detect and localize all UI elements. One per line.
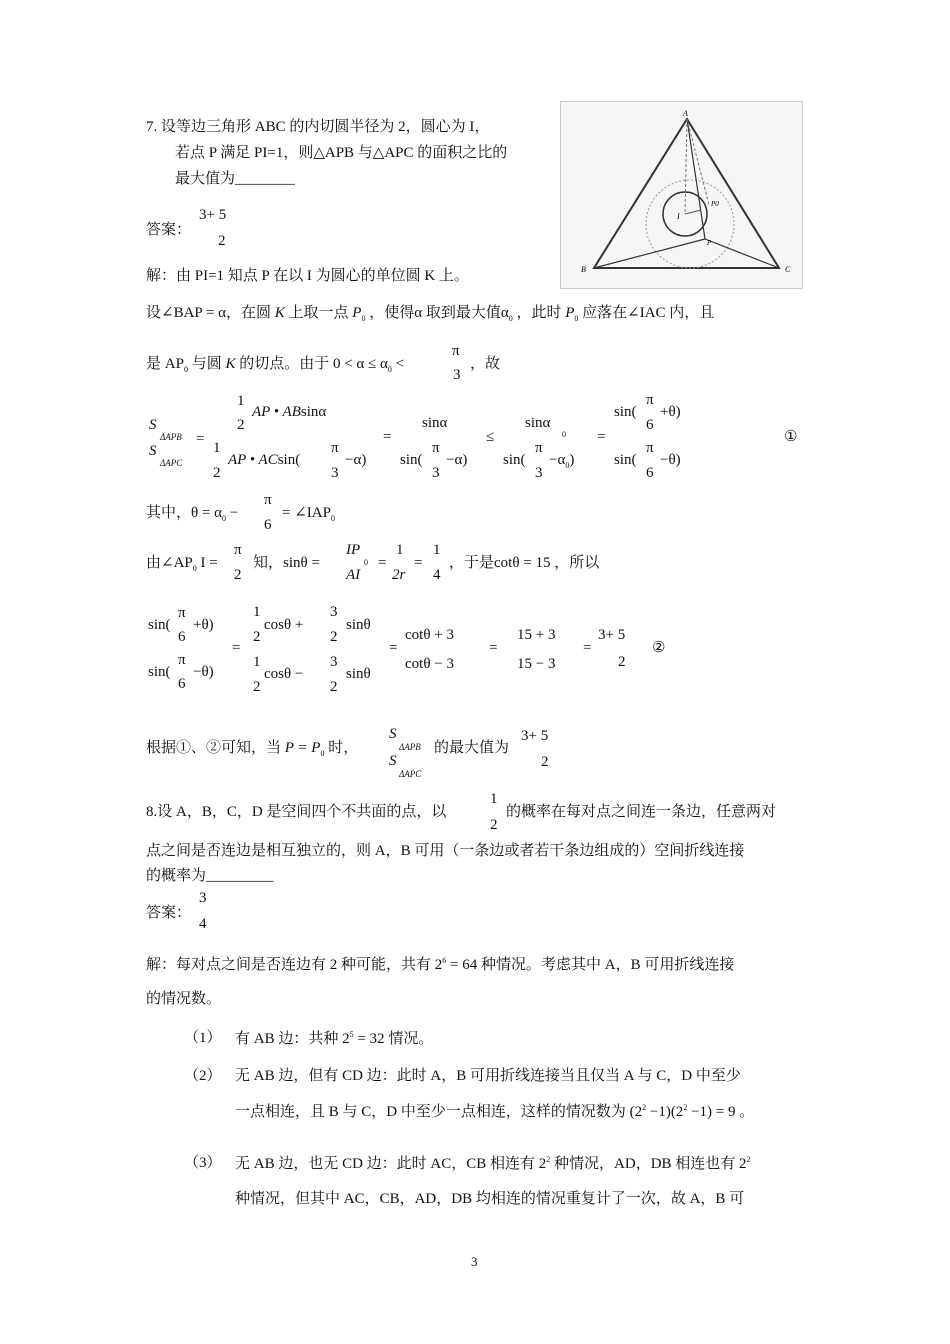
- exponent: 5: [349, 1030, 354, 1039]
- eq2-half-1: 1: [253, 604, 261, 620]
- base: 2: [342, 1031, 350, 1047]
- case3-label: （3）: [184, 1155, 222, 1171]
- eq1-half-top-den: 2: [237, 417, 245, 433]
- q8-half-den: 2: [490, 817, 498, 833]
- theta-six: 6: [264, 517, 272, 533]
- eq2-two-1: 2: [330, 629, 338, 645]
- conclusion-den: 2: [541, 754, 549, 770]
- eq1-s-bottom-sub: ΔAPC: [160, 458, 183, 468]
- text: 种情况，AD，DB 相连也有: [554, 1156, 736, 1172]
- text: 种情况。考虑其中 A，B 可用折线连接: [480, 957, 735, 973]
- sin-line-two: 2: [234, 567, 242, 583]
- conclusion-s-bottom-sub: ΔAPC: [399, 769, 422, 779]
- eq2-six-bottom: 6: [178, 676, 186, 692]
- frac-four: 4: [433, 567, 441, 583]
- label-b: B: [581, 265, 586, 274]
- text: 的切点。由于 0 < α ≤ α: [239, 356, 388, 372]
- eq1-equals-3: =: [597, 429, 606, 445]
- theta-pi: π: [264, 492, 272, 508]
- eq1-plus-theta: +θ): [660, 404, 681, 420]
- label-p: P: [707, 239, 712, 247]
- eq1-alpha0-sub: 0: [562, 430, 566, 439]
- exponent: 2: [642, 1103, 647, 1112]
- line-bp: [594, 239, 705, 268]
- eq1-sin-open-3: sin(: [503, 452, 526, 468]
- q7-answer-label: 答案：: [146, 222, 192, 238]
- frac-one-2: 1: [433, 542, 441, 558]
- label-c: C: [785, 265, 791, 274]
- eq1-pi-5: π: [646, 440, 654, 456]
- subscript: 0: [574, 314, 579, 323]
- p-equals-p0: P = P: [284, 740, 321, 756]
- line-ip: [685, 210, 701, 214]
- q7-solution-line3: [146, 357, 404, 374]
- frac-ip: IP: [346, 542, 361, 558]
- q7-line2: 若点 P 满足 PI=1，则△APB 与△APC 的面积之比的: [175, 145, 508, 161]
- text: 情况。: [388, 1031, 434, 1047]
- case3-line1: [235, 1156, 751, 1172]
- eq1-top-expression: AP • ABsinα: [252, 404, 327, 420]
- case1-label: （1）: [184, 1030, 222, 1046]
- sin-line-tail: ，于是cotθ = 15 ，所以: [449, 555, 600, 571]
- eq1-half-bottom-den: 2: [213, 465, 221, 481]
- text: 无 AB 边，也无 CD 边：此时 AC，CB 相连有: [235, 1156, 536, 1172]
- q7-line3: 最大值为________: [175, 171, 296, 187]
- q8-line1b: 的概率在每对点之间连一条边，任意两对: [506, 804, 777, 820]
- eq1-s-top: S: [149, 417, 157, 433]
- subscript: 0: [183, 365, 188, 374]
- text: (2: [629, 1104, 643, 1120]
- triangle-figure: [560, 101, 803, 289]
- eq2-plus-theta: +θ): [193, 617, 214, 633]
- case3-line2: 种情况，但其中 AC，CB，AD，DB 均相连的情况重复计了一次，故 A，B 可: [235, 1191, 745, 1207]
- eq1-bottom-expression: AP • ACsin(: [228, 452, 301, 468]
- circle-k: K: [225, 356, 236, 372]
- q8-answer-label: 答案：: [146, 905, 192, 921]
- case1-text: [235, 1031, 433, 1047]
- eq1-six-4: 6: [646, 417, 654, 433]
- q7-line1: 7. 设等边三角形 ABC 的内切圆半径为 2，圆心为 I，: [146, 119, 490, 135]
- eq2-cot-minus: cotθ − 3: [405, 656, 454, 672]
- q7-answer-numerator: 3+ 5: [199, 207, 227, 223]
- text: ，此时: [516, 305, 562, 321]
- eq2-pi-top: π: [178, 605, 186, 621]
- text: 应落在∠IAC 内，且: [582, 305, 715, 321]
- q8-line3: 的概率为_________: [146, 868, 274, 884]
- point-p: P: [352, 305, 362, 321]
- text: 时，: [328, 740, 359, 756]
- eq1-three-3: 3: [535, 465, 543, 481]
- case2-label: （2）: [184, 1068, 222, 1084]
- eq1-sin-alpha: sinα: [422, 415, 448, 431]
- subscript: 0: [508, 314, 513, 323]
- eq1-half-top-num: 1: [237, 393, 245, 409]
- q7-answer-denominator: 2: [218, 233, 226, 249]
- conclusion-s-top-sub: ΔAPB: [399, 742, 421, 752]
- point-p: P: [565, 305, 575, 321]
- exponent: 2: [546, 1155, 551, 1164]
- text: = 64: [450, 957, 478, 973]
- eq2-two-2: 2: [330, 679, 338, 695]
- text: 。: [739, 1104, 755, 1120]
- conclusion-line: [146, 741, 358, 758]
- case2-line1: 无 AB 边，但有 CD 边：此时 A，B 可用折线连接当且仅当 A 与 C，D 中至少: [235, 1068, 741, 1084]
- text: −: [229, 505, 239, 521]
- frac-one: 1: [396, 542, 404, 558]
- eq2-cos-plus: cosθ +: [264, 617, 304, 633]
- q8-sol-line2: 的情况数。: [146, 991, 222, 1007]
- subscript: 0: [192, 564, 197, 573]
- text: 上取一点: [288, 305, 349, 321]
- text: 根据①、②可知，当: [146, 740, 282, 756]
- eq2-sin-top: sin(: [148, 617, 171, 633]
- q8-sol-line1: [146, 957, 734, 973]
- eq2-root3-2: 3: [330, 654, 338, 670]
- q8-line2: 点之间是否连边是相互独立的，则 A，B 可用（一条边或者若干条边组成的）空间折线连接: [146, 843, 745, 859]
- eq2-result-num: 3+ 5: [598, 627, 626, 643]
- text: 解：每对点之间是否连边有 2 种可能，共有: [146, 957, 432, 973]
- text: 有 AB 边：共种: [235, 1031, 339, 1047]
- eq1-leq: ≤: [486, 429, 495, 445]
- pi-over-3-denominator: 3: [453, 367, 461, 383]
- eq1-three: 3: [331, 465, 339, 481]
- eq1-equals-1: =: [196, 431, 205, 447]
- text: 其中，θ = α: [146, 505, 223, 521]
- label-a: A: [683, 109, 688, 118]
- subscript: 0: [320, 749, 325, 758]
- eq1-sin-open-5: sin(: [614, 452, 637, 468]
- text: −1)(2: [649, 1104, 684, 1120]
- subscript: 0: [387, 365, 392, 374]
- q7-solution-line2: [146, 306, 714, 323]
- eq1-sin-alpha0: sinα: [525, 415, 551, 431]
- subscript: 0: [330, 514, 335, 523]
- subscript: 0: [361, 314, 366, 323]
- label-i: I: [677, 212, 680, 221]
- eq1-minus-alpha-2: −α): [446, 452, 468, 468]
- eq1-equals-2: =: [383, 429, 392, 445]
- eq1-three-2: 3: [432, 465, 440, 481]
- eq1-pi-4: π: [646, 392, 654, 408]
- pi-over-3-numerator: π: [452, 343, 460, 359]
- eq2-sin-theta-2: sinθ: [346, 666, 371, 682]
- base: 2: [434, 957, 443, 973]
- frac-ip-sub: 0: [364, 558, 368, 567]
- text: 设∠BAP = α，在圆: [146, 305, 272, 321]
- theta-line: [146, 506, 238, 523]
- text: = 32: [357, 1031, 385, 1047]
- eq1-sin-open: sin(: [400, 452, 423, 468]
- eq2-equals-3: =: [489, 640, 498, 656]
- sin-line-eq: =: [378, 555, 387, 571]
- eq1-pi-2: π: [432, 440, 440, 456]
- text: ，使得α 取到最大值α: [369, 305, 509, 321]
- text: <: [395, 356, 405, 372]
- conclusion-s-top: S: [389, 726, 397, 742]
- text: 一点相连，且 B 与 C，D 中至少一点相连，这样的情况数为: [235, 1104, 626, 1120]
- base: 2: [538, 1156, 547, 1172]
- eq1-minus-alpha: −α): [345, 452, 367, 468]
- sin-line-mid: 知，sinθ =: [253, 555, 320, 571]
- eq2-minus-theta: −θ): [193, 664, 214, 680]
- eq1-six-5: 6: [646, 465, 654, 481]
- eq2-num-15: 15 + 3: [517, 627, 556, 643]
- label-p0: P0: [711, 200, 719, 208]
- exponent: 6: [442, 956, 447, 965]
- q7-solution-line1: 解：由 PI=1 知点 P 在以 I 为圆心的单位圆 K 上。: [146, 268, 469, 284]
- q7-solution-line3-tail: ，故: [470, 356, 501, 372]
- eq1-pi: π: [331, 440, 339, 456]
- eq2-six-top: 6: [178, 629, 186, 645]
- eq2-result-den: 2: [618, 654, 626, 670]
- text: 与圆: [191, 356, 222, 372]
- q8-answer-den: 4: [199, 916, 207, 932]
- eq2-marker: ②: [652, 640, 666, 656]
- eq2-den-15: 15 − 3: [517, 656, 556, 672]
- text: 是 AP: [146, 356, 184, 372]
- eq2-pi-bottom: π: [178, 652, 186, 668]
- text: −1) = 9: [691, 1104, 736, 1120]
- eq2-equals-1: =: [232, 640, 241, 656]
- text: 由∠AP: [146, 555, 193, 571]
- subscript: 0: [222, 514, 227, 523]
- triangle-diagram: [561, 102, 802, 288]
- sin-line-eq2: =: [414, 555, 423, 571]
- frac-ai: AI: [346, 567, 361, 583]
- eq1-minus-alpha0: $-\alpha_0$): [549, 452, 575, 470]
- frac-2r: 2r: [392, 567, 406, 583]
- eq2-half-2-den: 2: [253, 679, 261, 695]
- eq1-sin-open-4: sin(: [614, 404, 637, 420]
- theta-line-tail: [282, 506, 335, 523]
- conclusion-tail: 的最大值为: [434, 740, 510, 756]
- q8-line1a: 8.设 A，B，C，D 是空间四个不共面的点，以: [146, 804, 447, 820]
- eq1-minus-theta: −θ): [660, 452, 681, 468]
- conclusion-num: 3+ 5: [521, 728, 549, 744]
- text: I =: [200, 555, 218, 571]
- q8-half-num: 1: [490, 791, 498, 807]
- exponent: 2: [746, 1155, 751, 1164]
- eq2-cos-minus: cosθ −: [264, 666, 304, 682]
- page-number: 3: [471, 1254, 478, 1269]
- line-ai: [685, 119, 687, 214]
- eq2-equals-4: =: [583, 640, 592, 656]
- exponent: 2: [683, 1103, 688, 1112]
- eq2-cot-plus: cotθ + 3: [405, 627, 454, 643]
- line-cp: [705, 239, 779, 268]
- q8-answer-num: 3: [199, 890, 207, 906]
- eq2-half-1-den: 2: [253, 629, 261, 645]
- eq1-marker: ①: [784, 429, 798, 445]
- eq1-s-top-sub: ΔAPB: [160, 432, 182, 442]
- circle-k: K: [274, 305, 285, 321]
- eq2-half-2: 1: [253, 654, 261, 670]
- eq2-sin-bottom: sin(: [148, 664, 171, 680]
- case2-line2: [235, 1104, 754, 1120]
- eq2-sin-theta-1: sinθ: [346, 617, 371, 633]
- conclusion-s-bottom: S: [389, 753, 397, 769]
- sin-line: [146, 556, 218, 573]
- eq1-half-bottom-num: 1: [213, 440, 221, 456]
- eq2-root3-1: 3: [330, 604, 338, 620]
- eq2-equals-2: =: [389, 640, 398, 656]
- eq1-pi-3: π: [535, 440, 543, 456]
- text: = ∠IAP: [282, 505, 331, 521]
- eq1-s-bottom: S: [149, 443, 157, 459]
- base: 2: [739, 1156, 747, 1172]
- sin-line-pi: π: [234, 542, 242, 558]
